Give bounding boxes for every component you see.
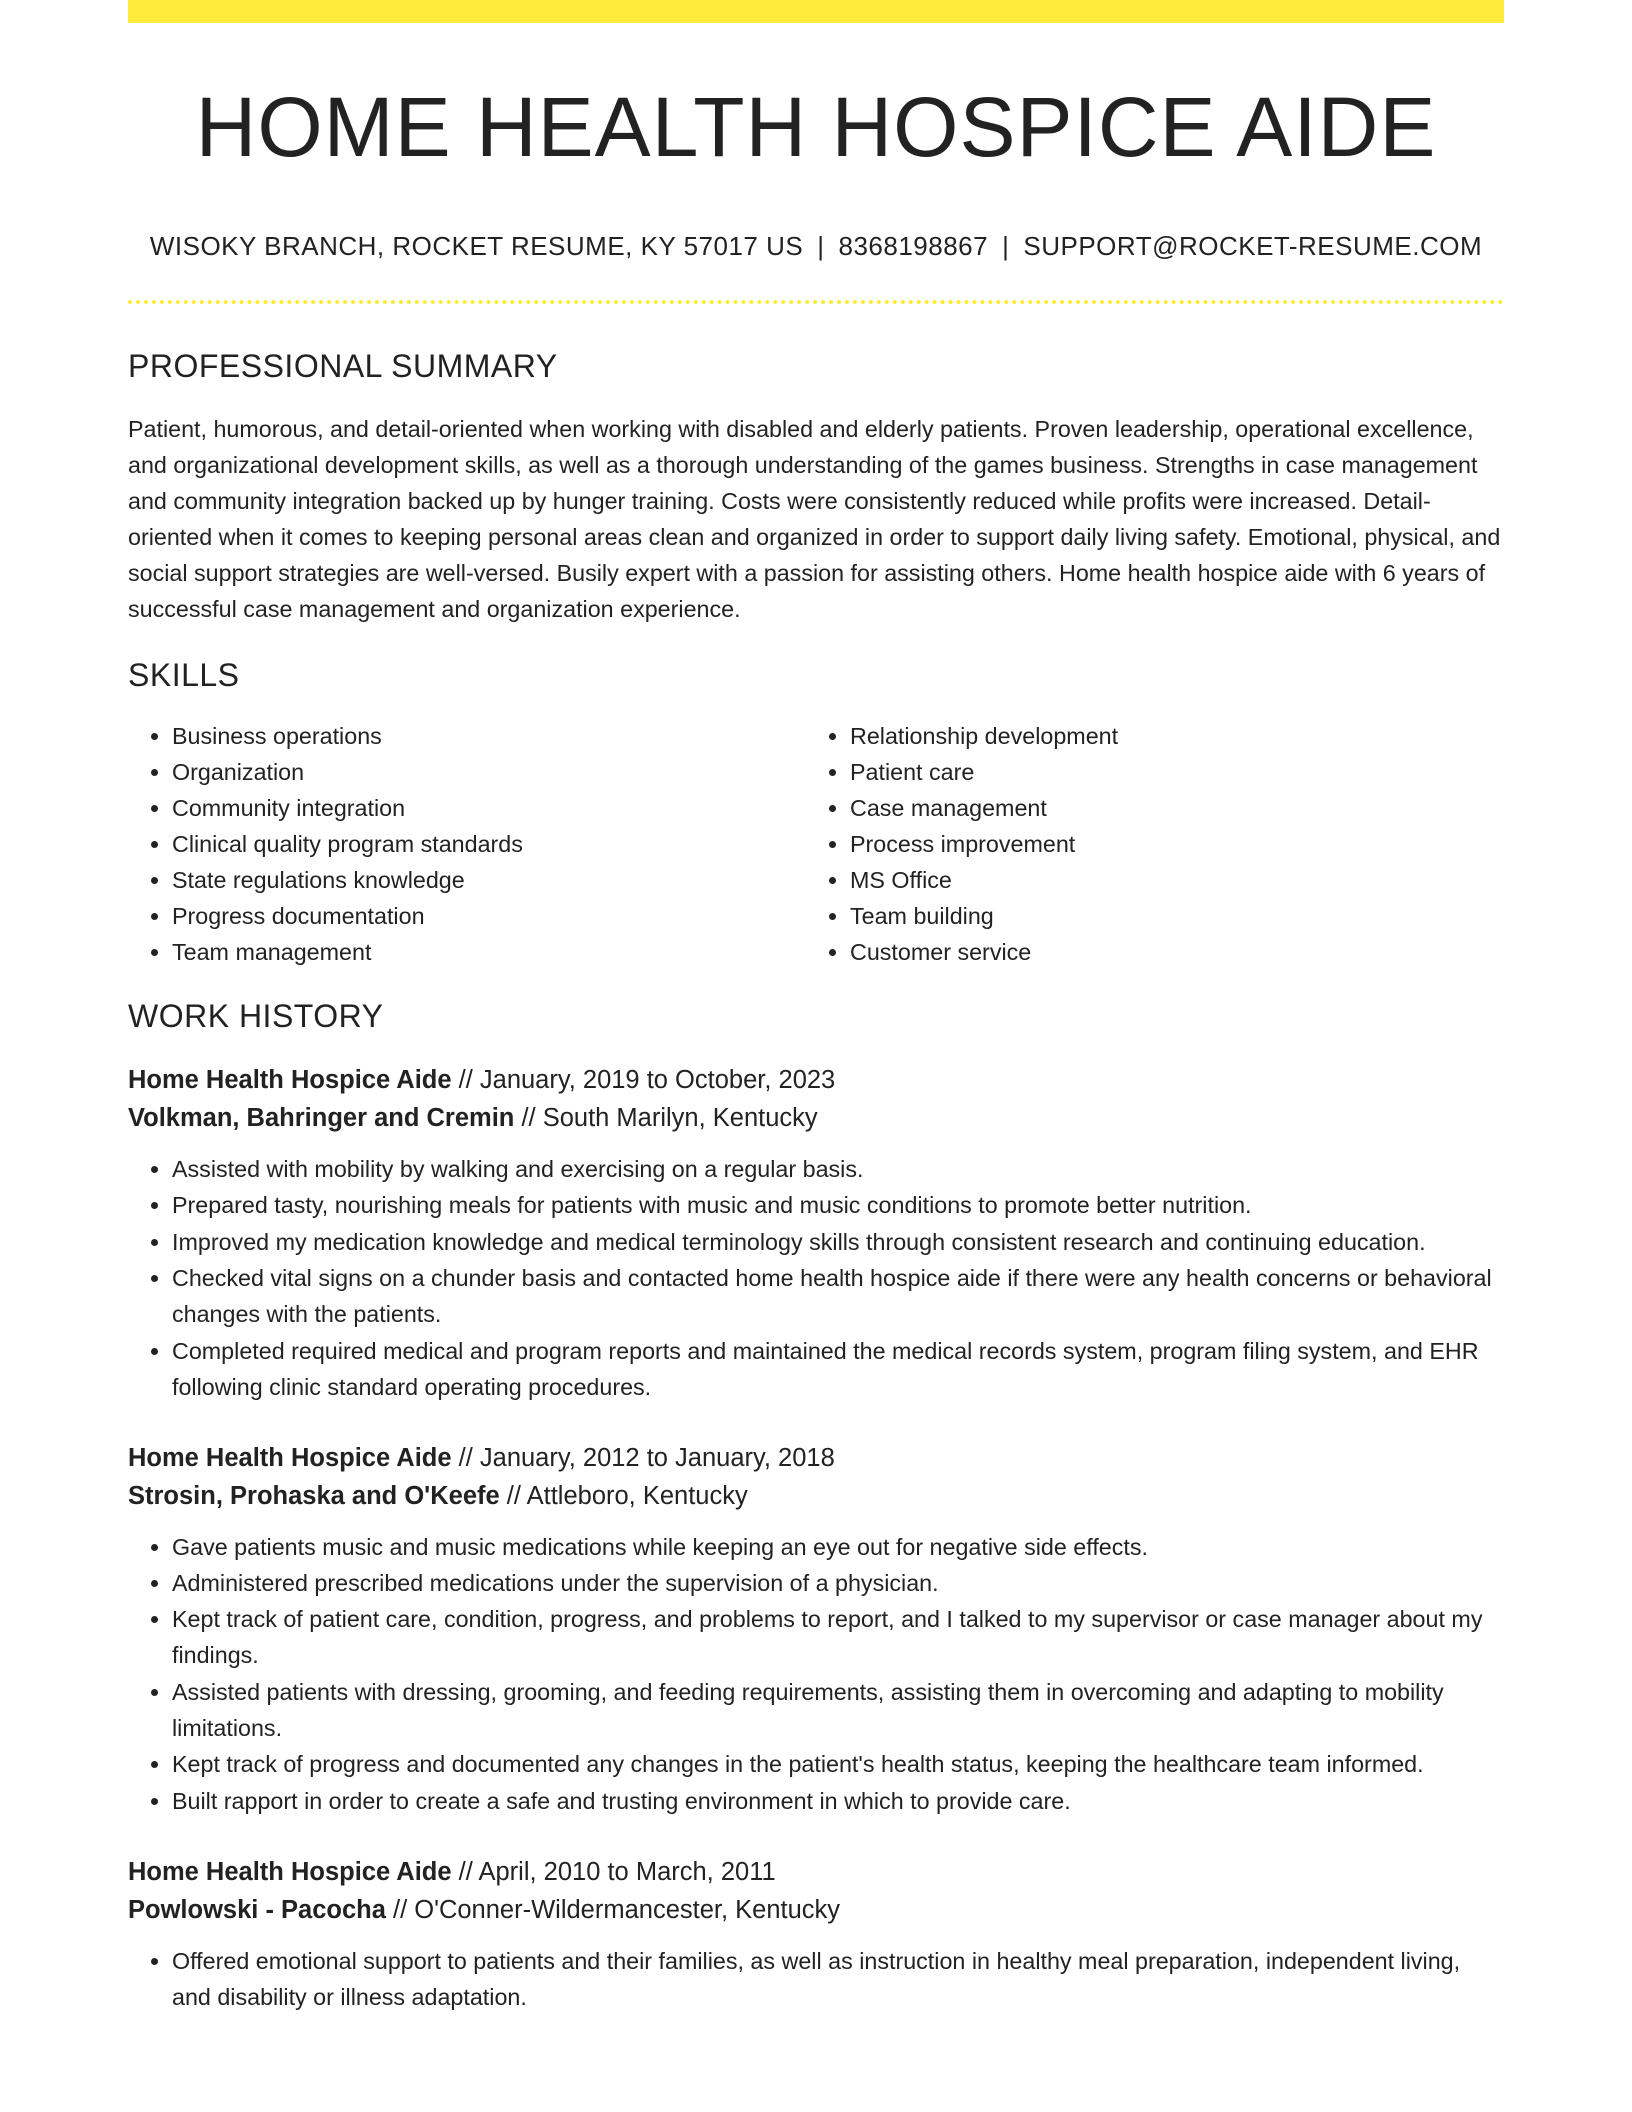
skill-item: • State regulations knowledge bbox=[172, 862, 806, 898]
skill-item: • Case management bbox=[850, 790, 1484, 826]
job-bullet: • Assisted with mobility by walking and exercising on a regular basis. bbox=[172, 1151, 1504, 1187]
job-entry bbox=[128, 1439, 1504, 1819]
job-entry bbox=[128, 1853, 1504, 2015]
skill-item: • Patient care bbox=[850, 754, 1484, 790]
summary-text: Patient, humorous, and detail-oriented when working with disabled and elderly patients. Proven leadership, operational excellence, and organizational development skills, as well as a thorough understanding of the games business. Strengths in case management and community integration backed up by hunger training. Costs were consistently reduced while profits were increased. Detail-oriented when it comes to keeping personal areas clean and organized in order to support daily living safety. Emotional, physical, and social support strategies are well-versed. Busily expert with a passion for assisting others. Home health hospice aide with 6 years of successful case management and organization experience. bbox=[128, 416, 1501, 622]
skills-heading: SKILLS bbox=[128, 657, 240, 693]
job-role: Home Health Hospice Aide bbox=[128, 1066, 452, 1094]
contact-address: WISOKY BRANCH, ROCKET RESUME, KY 57017 US bbox=[149, 231, 804, 261]
skill-item: • Organization bbox=[172, 754, 806, 790]
job-bullet: • Administered prescribed medications under the supervision of a physician. bbox=[172, 1565, 1504, 1601]
contact-separator: | bbox=[817, 231, 825, 261]
job-bullets bbox=[128, 1151, 1504, 1405]
job-company-line bbox=[128, 1891, 1504, 1929]
job-role: Home Health Hospice Aide bbox=[128, 1443, 452, 1472]
summary-heading: PROFESSIONAL SUMMARY bbox=[128, 348, 558, 384]
job-location: // South Marilyn, Kentucky bbox=[514, 1104, 818, 1132]
job-company: Powlowski - Pacocha bbox=[128, 1895, 386, 1924]
skill-item: • Clinical quality program standards bbox=[172, 826, 806, 862]
job-role-line bbox=[128, 1853, 1504, 1891]
job-location: // Attleboro, Kentucky bbox=[499, 1481, 748, 1510]
skill-item: • Business operations bbox=[172, 718, 806, 754]
job-dates: // April, 2010 to March, 2011 bbox=[451, 1857, 776, 1886]
contact-phone: 8368198867 bbox=[838, 231, 989, 261]
job-company-line bbox=[128, 1477, 1504, 1515]
job-dates: // January, 2019 to October, 2023 bbox=[451, 1066, 836, 1094]
job-dates: // January, 2012 to January, 2018 bbox=[451, 1443, 835, 1472]
job-bullet: • Built rapport in order to create a safe and trusting environment in which to provide care. bbox=[172, 1783, 1504, 1819]
job-bullets bbox=[128, 1943, 1504, 2015]
job-entry bbox=[128, 1061, 1504, 1405]
job-location: // O'Conner-Wildermancester, Kentucky bbox=[385, 1895, 841, 1924]
skill-item: • Team building bbox=[850, 898, 1484, 934]
job-role-line bbox=[128, 1439, 1504, 1477]
job-bullet: • Kept track of progress and documented any changes in the patient's health status, keeping the healthcare team informed. bbox=[172, 1746, 1504, 1782]
work-history-heading: WORK HISTORY bbox=[128, 998, 384, 1034]
job-bullet: • Assisted patients with dressing, grooming, and feeding requirements, assisting them in overcoming and adapting to mobility limitations. bbox=[172, 1674, 1504, 1746]
job-bullets bbox=[128, 1529, 1504, 1819]
job-role: Home Health Hospice Aide bbox=[128, 1857, 452, 1886]
job-bullet: • Completed required medical and program reports and maintained the medical records system, program filing system, and EHR following clinic standard operating procedures. bbox=[172, 1333, 1504, 1405]
job-bullet: • Offered emotional support to patients and their families, as well as instruction in healthy meal preparation, independent living, and disability or illness adaptation. bbox=[172, 1943, 1504, 2015]
skill-item: • Process improvement bbox=[850, 826, 1484, 862]
skill-item: • Community integration bbox=[172, 790, 806, 826]
top-accent-bar bbox=[128, 0, 1504, 23]
skill-item: • Relationship development bbox=[850, 718, 1484, 754]
contact-email: SUPPORT@ROCKET-RESUME.COM bbox=[1023, 231, 1483, 261]
contact-line bbox=[128, 231, 1504, 262]
skills-column-right bbox=[806, 718, 1484, 970]
job-bullet: • Prepared tasty, nourishing meals for patients with music and music conditions to promote better nutrition. bbox=[172, 1187, 1504, 1223]
skill-item: • Progress documentation bbox=[172, 898, 806, 934]
job-bullet: • Checked vital signs on a chunder basis and contacted home health hospice aide if there were any health concerns or behavioral changes with the patients. bbox=[172, 1260, 1504, 1332]
skills-column-left bbox=[128, 718, 806, 970]
contact-separator: | bbox=[1002, 231, 1010, 261]
job-role-line bbox=[128, 1061, 1504, 1099]
job-bullet: • Improved my medication knowledge and medical terminology skills through consistent research and continuing education. bbox=[172, 1224, 1504, 1260]
resume-page bbox=[128, 0, 1504, 2015]
job-bullet: • Gave patients music and music medications while keeping an eye out for negative side effects. bbox=[172, 1529, 1504, 1565]
skill-item: • Team management bbox=[172, 934, 806, 970]
job-company-line bbox=[128, 1099, 1504, 1137]
job-company: Volkman, Bahringer and Cremin bbox=[128, 1104, 515, 1132]
dotted-divider bbox=[128, 300, 1504, 304]
page-title: HOME HEALTH HOSPICE AIDE bbox=[195, 80, 1437, 174]
skill-item: • Customer service bbox=[850, 934, 1484, 970]
job-bullet: • Kept track of patient care, condition, progress, and problems to report, and I talked to my supervisor or case manager about my findings. bbox=[172, 1601, 1504, 1673]
job-company: Strosin, Prohaska and O'Keefe bbox=[128, 1481, 500, 1510]
skill-item: • MS Office bbox=[850, 862, 1484, 898]
skills-list bbox=[128, 718, 1504, 970]
